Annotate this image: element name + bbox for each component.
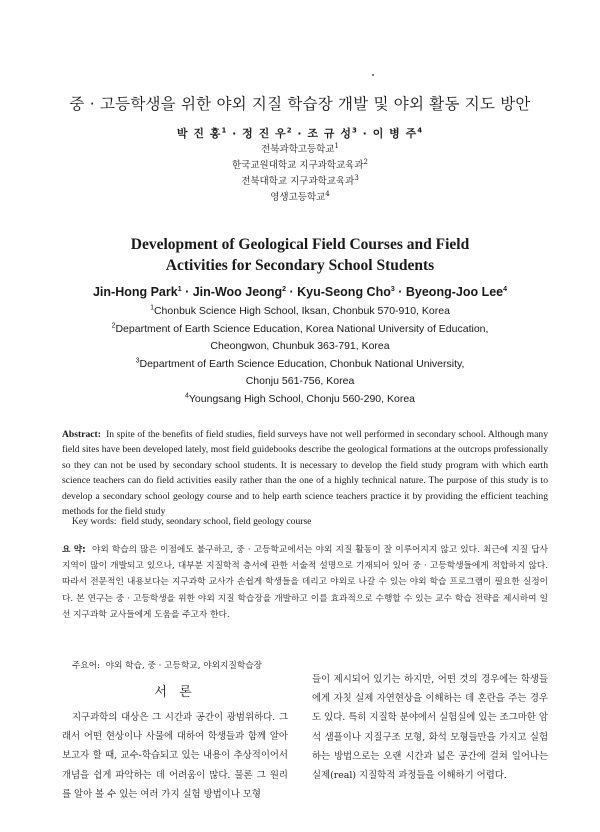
affiliation: [0, 174, 600, 190]
keywords-label: Key words:: [72, 516, 117, 527]
affiliation-text: Department of Earth Science Education, Chonbuk National University,: [139, 357, 465, 370]
author-sup: 3: [351, 126, 358, 135]
author-separator: ·: [292, 127, 308, 140]
body-right-column: 들이 제시되어 있기는 하지만, 어떤 것의 경우에는 학생들에게 자칫 실제 자연현상을 이해하는 데 혼란을 주는 경우도 있다. 특히 지질학 분야에서 실험실에 있는 조그마한 암석 샘플이나 지질구조 모형, 화석 모형들만을 가지고 실험하는 방법으로는 오랜 시간과 넓은 공간에 걸쳐 일어나는 실제(real) 지질학적 과정들을 이해하기 어렵다.: [312, 674, 548, 782]
affiliation-continued: Chonju 561-756, Korea: [245, 375, 355, 387]
english-authors: [0, 285, 600, 299]
english-title: [0, 234, 600, 276]
affiliation-text: Department of Earth Science Education, Korea National University of Education,: [115, 322, 489, 335]
abstract-label: Abstract:: [62, 429, 101, 440]
author-separator: ·: [227, 127, 243, 140]
author-name: Byeong-Joo Lee: [405, 285, 504, 299]
abstract-text: In spite of the benefits of field studies, field surveys have not well performed in secondary school. Although many field sites have been developed lately, most field guidebooks describe the geological formations at the outcrops professionally so they can not be used by secondary school students. It is necessary to develop the field study program with which earth science teachers can do field activities easily rather than the one of a highly technical nature. The purpose of this study is to develop a secondary school geology course and to help earth science teachers practice it by providing the efficient teaching methods for the field study: [62, 429, 548, 518]
affiliation: [0, 356, 600, 374]
affiliation-sup: 1: [334, 141, 339, 150]
affiliation-sup: 4: [325, 189, 330, 198]
korean-abstract-text: 야외 학습의 많은 이점에도 불구하고, 중 · 고등학교에서는 야외 지질 활동이 잘 이루어지지 않고 있다. 최근에 지질 답사 지역이 많이 개발되고 있으나, 대부분 지질학적 층서에 관한 서술적 설명으로 기재되어 있어 중 · 고등학생들에게 적합하지 않다. 따라서 전문적인 내용보다는 지구과학 교사가 손쉽게 학생들을 데리고 야외로 나갈 수 있는 야외 학습 프로그램이 필요한 실정이다. 본 연구는 중 · 고등학생을 위한 야외 지질 학습장을 개발하고 이를 효과적으로 수행할 수 있는 교수 학습 전략을 제시하여 일선 지구과학 교사들에게 도움을 주고자 한다.: [62, 545, 548, 620]
body-left-column: 지구과학의 대상은 그 시간과 공간이 광범위하다. 그래서 어떤 현상이나 사물에 대하여 학생들과 함께 알아보고자 할 때, 교수-학습되고 있는 내용이 추상적이어서 개념을 쉽게 파악하는 데 어려움이 많다. 물론 그 원리를 알아 볼 수 있는 여러 가지 실험 방법이나 모형: [62, 712, 288, 800]
english-affiliations: [0, 303, 600, 408]
affiliation: [0, 190, 600, 206]
affiliation-text: 영생고등학교: [270, 192, 326, 203]
author-name: 박 진 홍: [176, 127, 222, 140]
affiliation-sup: 4: [184, 392, 189, 399]
affiliation-sup: 2: [111, 322, 116, 329]
korean-abstract-label: 요 약:: [62, 545, 86, 555]
affiliation: [0, 391, 600, 409]
korean-keywords-text: 야외 학습, 중 · 고등학교, 야외지질학습장: [105, 661, 263, 671]
author-name: 이 병 주: [372, 127, 418, 140]
affiliation-text: Chonbuk Science High School, Iksan, Chonbuk 570-910, Korea: [153, 305, 450, 317]
author-sup: 2: [286, 126, 293, 135]
affiliation-text: Youngsang High School, Chonju 560-290, Korea: [188, 392, 416, 405]
scan-dot: [372, 74, 374, 76]
english-title-line: Development of Geological Field Courses and Field: [130, 236, 470, 253]
affiliation: [0, 158, 600, 174]
korean-affiliations: [0, 142, 600, 206]
author-name: 조 규 성: [307, 127, 352, 140]
author-name: Kyu-Seong Cho: [297, 285, 391, 299]
affiliation-sup: 3: [354, 173, 359, 182]
korean-abstract: [62, 542, 548, 623]
author-name: 정 진 우: [242, 127, 287, 140]
affiliation: [0, 303, 600, 321]
korean-title: 중 · 고등학생을 위한 야외 지질 학습장 개발 및 야외 활동 지도 방안: [69, 95, 531, 113]
author-separator: ·: [394, 285, 406, 299]
author-sup: 2: [282, 285, 286, 293]
affiliation-sup: 2: [363, 157, 368, 166]
affiliation-sup: 3: [135, 357, 140, 364]
english-abstract: [62, 427, 548, 519]
affiliation: [0, 142, 600, 158]
author-sup: 1: [177, 285, 182, 293]
english-title-line: Activities for Secondary School Students: [165, 257, 435, 274]
author-separator: ·: [181, 285, 193, 299]
keywords-text: field study, seondary school, field geology course: [121, 516, 312, 527]
author-name: Jin-Hong Park: [92, 285, 178, 299]
author-separator: ·: [286, 285, 298, 299]
affiliation-text: 전북대학교 지구과학교육과: [241, 176, 355, 187]
author-separator: ·: [357, 127, 373, 140]
affiliation-continued: Cheongwon, Chunbuk 363-791, Korea: [210, 340, 390, 352]
affiliation-text: 전북과학고등학교: [261, 144, 335, 155]
english-keywords: [72, 516, 548, 527]
korean-keywords-label: 주요어:: [72, 661, 101, 671]
author-sup: 4: [417, 126, 424, 135]
author-sup: 3: [390, 285, 395, 293]
affiliation-sup: 1: [150, 304, 154, 312]
author-sup: 1: [221, 126, 228, 135]
section-title: 서 론: [154, 685, 196, 700]
affiliation-text: 한국교원대학교 지구과학교육과: [232, 160, 364, 171]
korean-authors: [0, 125, 600, 141]
author-name: Jin-Woo Jeong: [192, 285, 283, 299]
affiliation: [0, 321, 600, 339]
author-sup: 4: [503, 285, 508, 293]
